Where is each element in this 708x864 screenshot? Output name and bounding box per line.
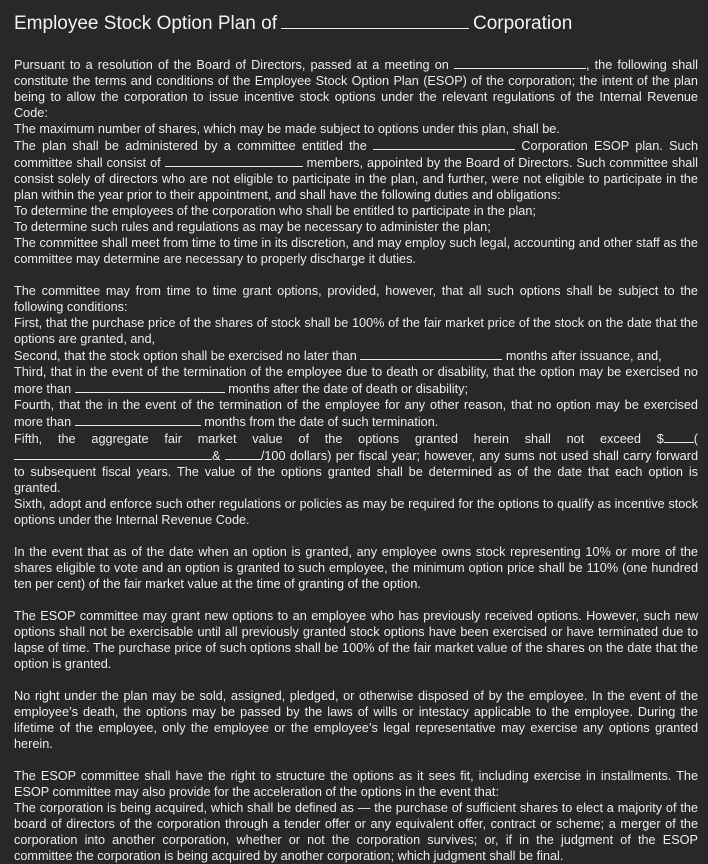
- committee-text: The plan shall be administered by a committee entitled the: [14, 139, 367, 153]
- exercise-months-blank[interactable]: [360, 347, 502, 360]
- paragraph-condition-fifth: [14, 430, 698, 496]
- paragraph-acquisition: The corporation is being acquired, which shall be defined as — the purchase of sufficient shares to elect a majority of the board of directors of the corporation through a tender offer or any equivalent offer, contract or scheme; a merger of the corporation into another corporation, whether or not the corporation survives; or, if in the judgment of the ESOP committee the corporation is being acquired by another corporation; which judgment shall be final.: [14, 801, 698, 863]
- document-title: [14, 10, 698, 38]
- paragraph-condition-fourth: [14, 397, 698, 430]
- third-text-cont: months after the date of death or disability;: [228, 382, 468, 396]
- second-text: Second, that the stock option shall be exercised no later than: [14, 349, 357, 363]
- fourth-text-cont: months from the date of such termination.: [204, 415, 439, 429]
- paragraph-structure: The ESOP committee shall have the right to structure the options as it sees fit, including exercise in installments. The ESOP committee may also provide for the acceleration of the options in the event that:: [14, 769, 698, 799]
- section-plan-terms: [14, 56, 698, 267]
- death-months-blank[interactable]: [75, 380, 225, 393]
- section-ten-percent-owner: [14, 544, 698, 592]
- committee-text-end: members, appointed by the Board of Directors. Such committee shall consist solely of directors who are not eligible to participate in the plan, and further, were not eligible to participate in the plan within the year prior to their appointment, and shall have the following duties and obligations:: [14, 156, 698, 202]
- dollar-words-blank[interactable]: [14, 447, 212, 460]
- paragraph-duty-determine-employees: To determine the employees of the corporation who shall be entitled to participate in the plan;: [14, 204, 536, 218]
- paragraph-condition-first: First, that the purchase price of the shares of stock shall be 100% of the fair market price of the stock on the date that the options are granted, and,: [14, 316, 698, 346]
- paragraph-committee-meetings: The committee shall meet from time to time in its discretion, and may employ such legal, accounting and other staff as the committee may determine are necessary to properly discharge it duties.: [14, 236, 698, 266]
- paragraph-ten-percent: In the event that as of the date when an option is granted, any employee owns stock representing 10% or more of the shares eligible to vote and an option is granted to such employee, the minimum option price shall be 110% (one hundred ten per cent) of the fair market value at the time of granting of the option.: [14, 545, 698, 591]
- second-text-cont: months after issuance, and,: [505, 349, 662, 363]
- cents-blank[interactable]: [225, 447, 261, 460]
- corporation-name-blank[interactable]: [281, 10, 469, 29]
- paragraph-grant-intro: The committee may from time to time grant options, provided, however, that all such options shall be subject to the following conditions:: [14, 284, 698, 314]
- third-text: Third, that in the event of the termination of the employee due to death or disability, that the option may be exercised no more than: [14, 365, 698, 396]
- paragraph-duty-rules: To determine such rules and regulations as may be necessary to administer the plan;: [14, 220, 491, 234]
- paragraph-condition-second: [14, 347, 698, 364]
- committee-name-blank[interactable]: [373, 137, 515, 150]
- paragraph-transferability: No right under the plan may be sold, assigned, pledged, or otherwise disposed of by the employee. In the event of the employee’s death, the options may be passed by the laws of wills or intestacy applicable to the employee. During the lifetime of the employee, only the employee or the employee’s legal representative may exercise any options granted herein.: [14, 689, 698, 751]
- paragraph-resolution: [14, 56, 698, 121]
- section-transferability: [14, 688, 698, 752]
- fifth-ampersand: &: [212, 449, 221, 463]
- committee-members-blank[interactable]: [165, 154, 303, 167]
- section-new-options: [14, 608, 698, 672]
- paragraph-condition-third: [14, 364, 698, 397]
- title-prefix: Employee Stock Option Plan of: [14, 13, 277, 34]
- dollar-amount-blank[interactable]: [664, 430, 694, 443]
- paragraph-new-options: The ESOP committee may grant new options to an employee who has previously received options. However, such new options shall not be exercisable until all previously granted stock options have been exercised or have terminated due to lapse of time. The purchase price of such options shall be 100% of the fair market value of the shares on the date that the option is granted.: [14, 609, 698, 671]
- resolution-text-cont: , the following shall constitute the terms and conditions of the Employee Stock Option Plan (ESOP) of the corporation; the intent of the plan being to allow the corporation to issue incentive stock options under the relevant regulations of the Internal Revenue Code:: [14, 58, 698, 120]
- paragraph-committee: [14, 137, 698, 203]
- fifth-text: Fifth, the aggregate fair market value of the options granted herein shall not exceed $: [14, 432, 664, 446]
- termination-months-blank[interactable]: [75, 413, 201, 426]
- fourth-text: Fourth, that the in the event of the termination of the employee for any other reason, that no option may be exercised more than: [14, 398, 698, 429]
- section-grant-conditions: [14, 283, 698, 528]
- paragraph-max-shares: The maximum number of shares, which may be made subject to options under this plan, shall be.: [14, 122, 560, 136]
- fifth-paren: (: [693, 432, 698, 446]
- fifth-text-cont: /100 dollars) per fiscal year; however, any sums not used shall carry forward to subsequent fiscal years. The value of the options granted shall be determined as of the date that each option is granted.: [14, 449, 698, 495]
- paragraph-condition-sixth: Sixth, adopt and enforce such other regulations or policies as may be required for the options to qualify as incentive stock options under the Internal Revenue Code.: [14, 497, 698, 527]
- title-suffix: Corporation: [472, 13, 573, 34]
- section-structure-options: [14, 768, 698, 864]
- meeting-date-blank[interactable]: [454, 56, 586, 69]
- resolution-text: Pursuant to a resolution of the Board of Directors, passed at a meeting on: [14, 58, 449, 72]
- committee-text-cont: Corporation ESOP plan. Such committee shall consist of: [14, 139, 699, 170]
